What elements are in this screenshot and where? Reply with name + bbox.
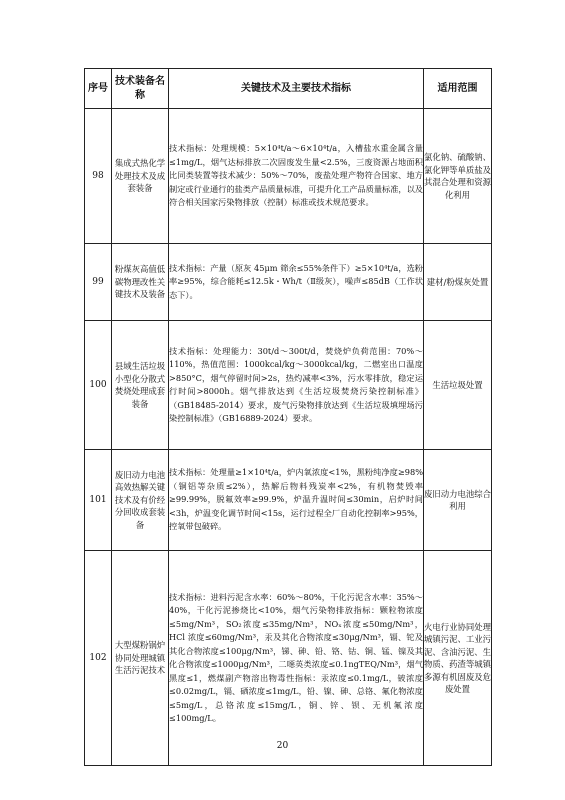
table-row: [85, 321, 492, 450]
equipment-name: 粉煤灰高值低碳物理改性关键技术及装备: [112, 244, 169, 321]
equipment-name: 大型煤粉锅炉协同处理城镇生活污泥技术: [112, 551, 169, 766]
technical-indicators: 技术指标：产量（原灰 45μm 筛余≤55%条件下）≥5×10⁴t/a，选粉率≥95%，综合能耗≤12.5k・Wh/t（Ⅱ级灰），噪声≤85dB（工作状态下）。: [169, 244, 424, 321]
technical-indicators: 技术指标：处理能力：30t/d～300t/d，焚烧炉负荷范围：70%～110%，热值范围：1000kcal/kg～3000kcal/kg，二燃室出口温度>850°C，烟气停留时间>2s，热灼减率<3%，污水零排放，稳定运行时间>8000h。烟气排放达到《生活垃圾焚烧污染控制标准》（GB18485-2014）要求，废气污染物排放达到《生活垃圾填埋场污染控制标准》（GB16889-2024）要求。: [169, 321, 424, 450]
table-row: [85, 109, 492, 244]
application-scope: 废旧动力电池综合利用: [424, 450, 492, 551]
technical-indicators: 技术指标：处理量≥1×10⁴t/a，炉内氧浓度<1%，黑粉纯净度≥98%（铜铝等杂质≤2%），热解后物料残炭率<2%，有机物焚毁率≥99.99%，脱氟效率≥99.9%，炉温升温时间≤30min，启炉时间<3h，炉温变化调节时间<15s，运行过程全厂自动化控制率>95%，控氧带包破碎。: [169, 450, 424, 551]
table-row: [85, 551, 492, 766]
table-header-row: [85, 69, 492, 109]
table-row: [85, 244, 492, 321]
technical-indicators: 技术指标：进料污泥含水率：60%～80%，干化污泥含水率：35%～40%，干化污泥掺烧比<10%，烟气污染物排放指标：颗粒物浓度≤5mg/Nm³，SO₂浓度≤35mg/Nm³，NOₓ浓度≤50mg/Nm³，HCl 浓度≤60mg/Nm³，汞及其化合物浓度≤30μg/Nm³，镉、铊及其化合物浓度≤100μg/Nm³，锑、砷、铅、铬、钴、铜、锰、镍及其化合物浓度≤1000μg/Nm³，二噁英类浓度≤0.1ngTEQ/Nm³，烟气黑度≤1，燃煤副产物溶出物毒性指标：汞浓度≤0.1mg/L，铍浓度≤0.02mg/L，镉、硒浓度≤1mg/L，铅、镍、砷、总铬、氟化物浓度≤5mg/L，总铬浓度≤15mg/L，铜、锌、钡、无机氟浓度≤100mg/L。: [169, 551, 424, 766]
application-scope: 氯化钠、硫酸钠、氯化钾等单质盐及其混合处理和资源化利用: [424, 109, 492, 244]
row-number: 100: [85, 321, 112, 450]
application-scope: 火电行业协同处理城镇污泥、工业污泥、含油污泥、生物质、药渣等城镇多源有机固废及危废处置: [424, 551, 492, 766]
row-number: 99: [85, 244, 112, 321]
header-equipment-name: 技术装备名称: [112, 69, 169, 109]
application-scope: 生活垃圾处置: [424, 321, 492, 450]
technical-indicators: 技术指标：处理规模：5×10⁴t/a～6×10⁴t/a，入槽盐水重金属含量≤1mg/L，烟气达标排放二次固废发生量<2.5%，三废资源占地面积比同类装置等技术减少：50%～70%，废盐处理产物符合国家、地方制定或行业通行的盐类产品质量标准，可提升化工产品质量标准，以及符合相关国家污染物排放（控制）标准或技术规范要求。: [169, 109, 424, 244]
equipment-name: 废旧动力电池高效热解关键技术及有价经分回收成套装备: [112, 450, 169, 551]
page-number: 20: [276, 741, 289, 751]
header-number: 序号: [85, 69, 112, 109]
row-number: 101: [85, 450, 112, 551]
row-number: 98: [85, 109, 112, 244]
header-application-scope: 适用范围: [424, 69, 492, 109]
equipment-name: 县域生活垃圾小型化分散式焚烧处理成套装备: [112, 321, 169, 450]
technology-catalog-table: [84, 68, 492, 766]
header-key-technology: 关键技术及主要技术指标: [169, 69, 424, 109]
equipment-name: 集成式热化学处理技术及成套装备: [112, 109, 169, 244]
table-row: [85, 450, 492, 551]
application-scope: 建材/粉煤灰处置: [424, 244, 492, 321]
row-number: 102: [85, 551, 112, 766]
